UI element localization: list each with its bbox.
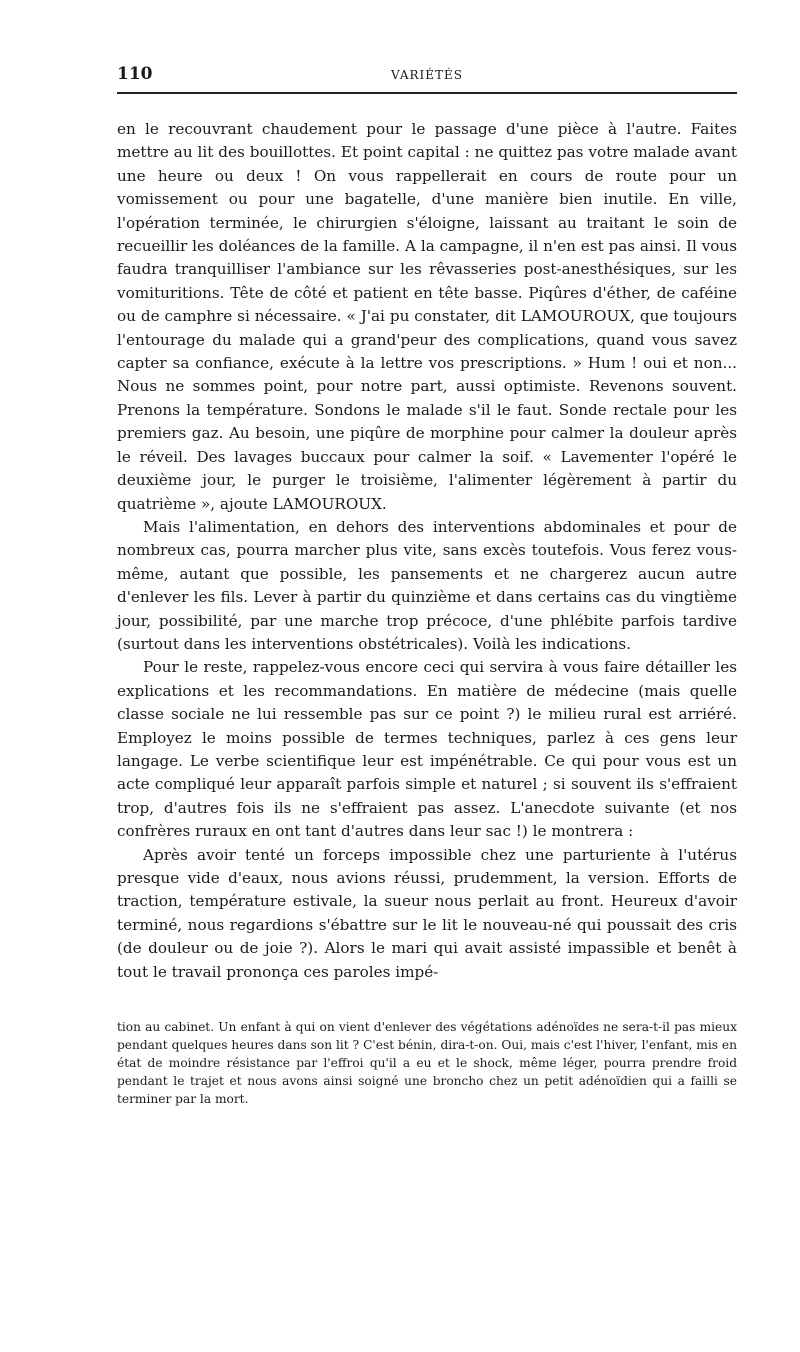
paragraph: Pour le reste, rappelez-vous encore ceci qui servira à vous faire détailler les explications et les recommandations. En matière de médecine (mais quelle classe sociale ne lui ressemble pas sur ce point ?) le milieu rural est arriéré. Employez le moins possible de termes techniques, parlez à ces gens leur langage. Le verbe scientifique leur est impénétrable. Ce qui pour vous est un acte compliqué leur apparaît parfois simple et naturel ; si souvent ils s'effraient trop, d'autres fois ils ne s'effraient pas assez. L'anecdote suivante (et nos confrères ruraux en ont tant d'autres dans leur sac !) le montrera : [117,658,737,841]
running-header [117,62,737,94]
page-number: 110 [117,64,153,84]
book-page [117,62,737,1108]
main-text [117,118,737,984]
paragraph-continued: en le recouvrant chaudement pour le passage d'une pièce à l'autre. Faites mettre au lit des bouillottes. Et point capital : ne quittez pas votre malade avant une heure ou deux ! On vous rappellerait en cours de route pour un vomissement ou pour une bagatelle, d'une manière bien inutile. En ville, l'opération terminée, le chirurgien s'éloigne, laissant au traitant le soin de recueillir les doléances de la famille. A la campagne, il n'en est pas ainsi. Il vous faudra tranquilliser l'ambiance sur les rêvasseries post-anesthésiques, sur les vomituritions. Tête de côté et patient en tête basse. Piqûres d'éther, de caféine ou de camphre si nécessaire. « J'ai pu constater, dit LAMOUROUX, que toujours l'entourage du malade qui a grand'peur des complications, quand vous savez capter sa confiance, exécute à la lettre vos prescriptions. » Hum ! oui et non... Nous ne sommes point, pour notre part, aussi optimiste. Revenons souvent. Prenons la température. Sondons le malade s'il le faut. Sonde rectale pour les premiers gaz. Au besoin, une piqûre de morphine pour calmer la douleur après le réveil. Des lavages buccaux pour calmer la soif. « Lavementer l'opéré le deuxième jour, le purger le troisième, l'alimenter légèrement à partir du quatrième », ajoute LAMOUROUX. [117,120,737,513]
paragraph: Après avoir tenté un forceps impossible chez une parturiente à l'utérus presque vide d'eaux, nous avions réussi, prudemment, la version. Efforts de traction, température estivale, la sueur nous perlait au front. Heureux d'avoir terminé, nous regardions s'ébattre sur le lit le nouveau-né qui poussait des cris (de douleur ou de joie ?). Alors le mari qui avait assisté impassible et benêt à tout le travail prononça ces paroles impé- [117,845,737,981]
footnote [117,1018,737,1108]
paragraph: Mais l'alimentation, en dehors des interventions abdominales et pour de nombreux cas, pourra marcher plus vite, sans excès toutefois. Vous ferez vous-même, autant que possible, les pansements et ne chargerez aucun autre d'enlever les fils. Lever à partir du quinzième et dans certains cas du vingtième jour, possibilité, par une marche trop précoce, d'une phlébite parfois tardive (surtout dans les interventions obstétricales). Voilà les indications. [117,517,737,653]
running-title: VARIÉTÉS [390,68,464,82]
footnote-text: tion au cabinet. Un enfant à qui on vient d'enlever des végétations adénoïdes ne sera-t-il pas mieux pendant quelques heures dans son lit ? C'est bénin, dira-t-on. Oui, mais c'est l'hiver, l'enfant, mis en état de moindre résistance par l'effroi qu'il a eu et le shock, même léger, pourra prendre froid pendant le trajet et nous avons ainsi soigné une broncho chez un petit adénoïdien qui a failli se terminer par la mort. [117,1020,737,1107]
